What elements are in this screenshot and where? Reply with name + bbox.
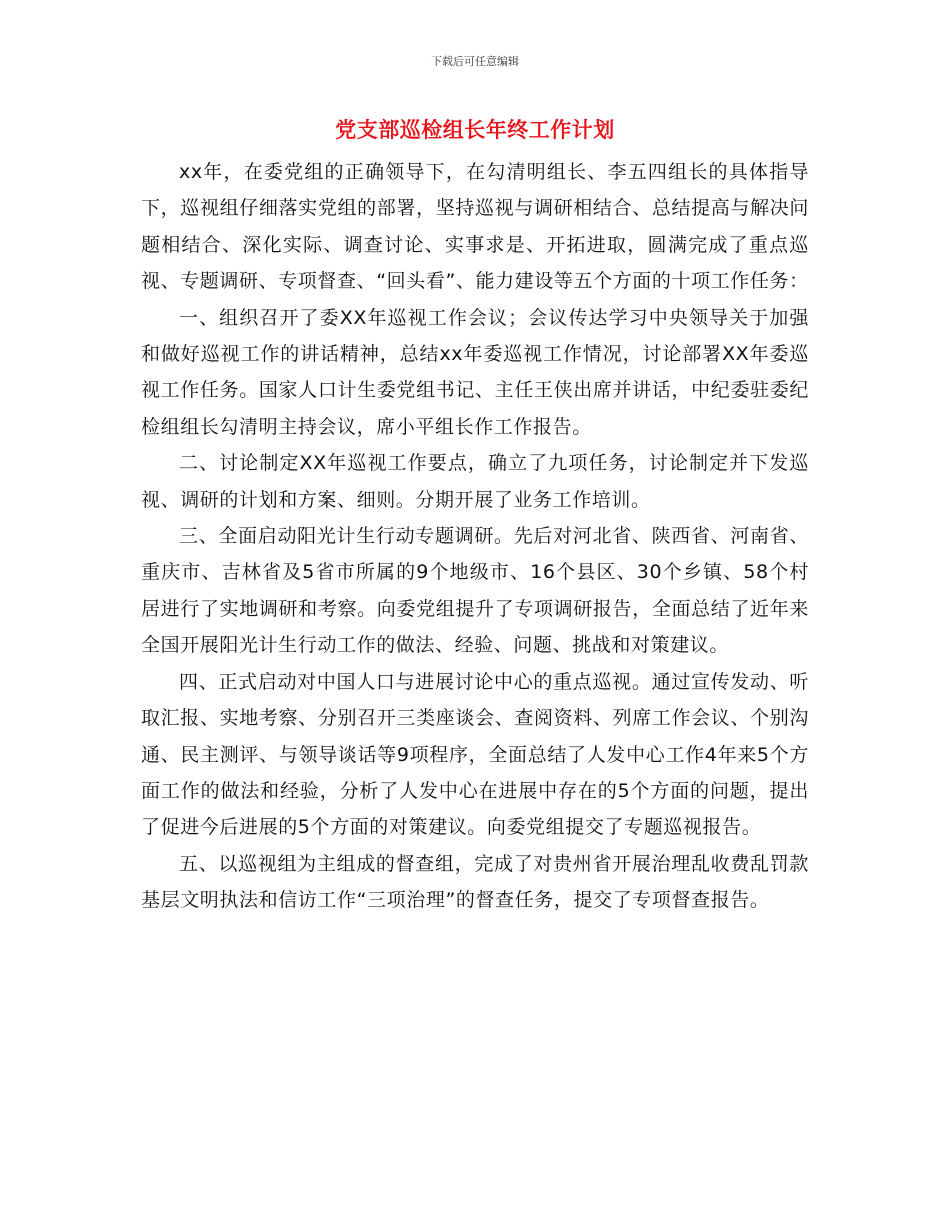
paragraph-intro: xx年，在委党组的正确领导下，在勾清明组长、李五四组长的具体指导下，巡视组仔细落实党组的部署，坚持巡视与调研相结合、总结提高与解决问题相结合、深化实际、调查讨论、实事求是、开拓进取，圆满完成了重点巡视、专题调研、专项督查、“回头看”、能力建设等五个方面的十项工作任务：: [141, 161, 809, 293]
document-body: [141, 154, 809, 919]
document-title: 党支部巡检组长年终工作计划: [335, 118, 615, 142]
paragraph-item-1: 一、组织召开了委XX年巡视工作会议；会议传达学习中央领导关于加强和做好巡视工作的讲话精神，总结xx年委巡视工作情况，讨论部署XX年委巡视工作任务。国家人口计生委党组书记、主任王侠出席并讲话，中纪委驻委纪检组组长勾清明主持会议，席小平组长作工作报告。: [141, 306, 809, 438]
paragraph-item-5: 五、以巡视组为主组成的督查组，完成了对贵州省开展治理乱收费乱罚款基层文明执法和信访工作“三项治理”的督查任务，提交了专项督查报告。: [141, 852, 809, 912]
paragraph-item-3: 三、全面启动阳光计生行动专题调研。先后对河北省、陕西省、河南省、重庆市、吉林省及5省市所属的9个地级市、16个县区、30个乡镇、58个村居进行了实地调研和考察。向委党组提升了专项调研报告，全面总结了近年来全国开展阳光计生行动工作的做法、经验、问题、挑战和对策建议。: [141, 525, 809, 657]
paragraph-item-4: 四、正式启动对中国人口与进展讨论中心的重点巡视。通过宣传发动、听取汇报、实地考察、分别召开三类座谈会、查阅资料、列席工作会议、个别沟通、民主测评、与领导谈话等9项程序，全面总结了人发中心工作4年来5个方面工作的做法和经验，分析了人发中心在进展中存在的5个方面的问题，提出了促进今后进展的5个方面的对策建议。向委党组提交了专题巡视报告。: [141, 670, 809, 839]
paragraph-item-2: 二、讨论制定XX年巡视工作要点，确立了九项任务，讨论制定并下发巡视、调研的计划和方案、细则。分期开展了业务工作培训。: [141, 452, 809, 511]
header-note: 下载后可任意编辑: [431, 55, 519, 68]
